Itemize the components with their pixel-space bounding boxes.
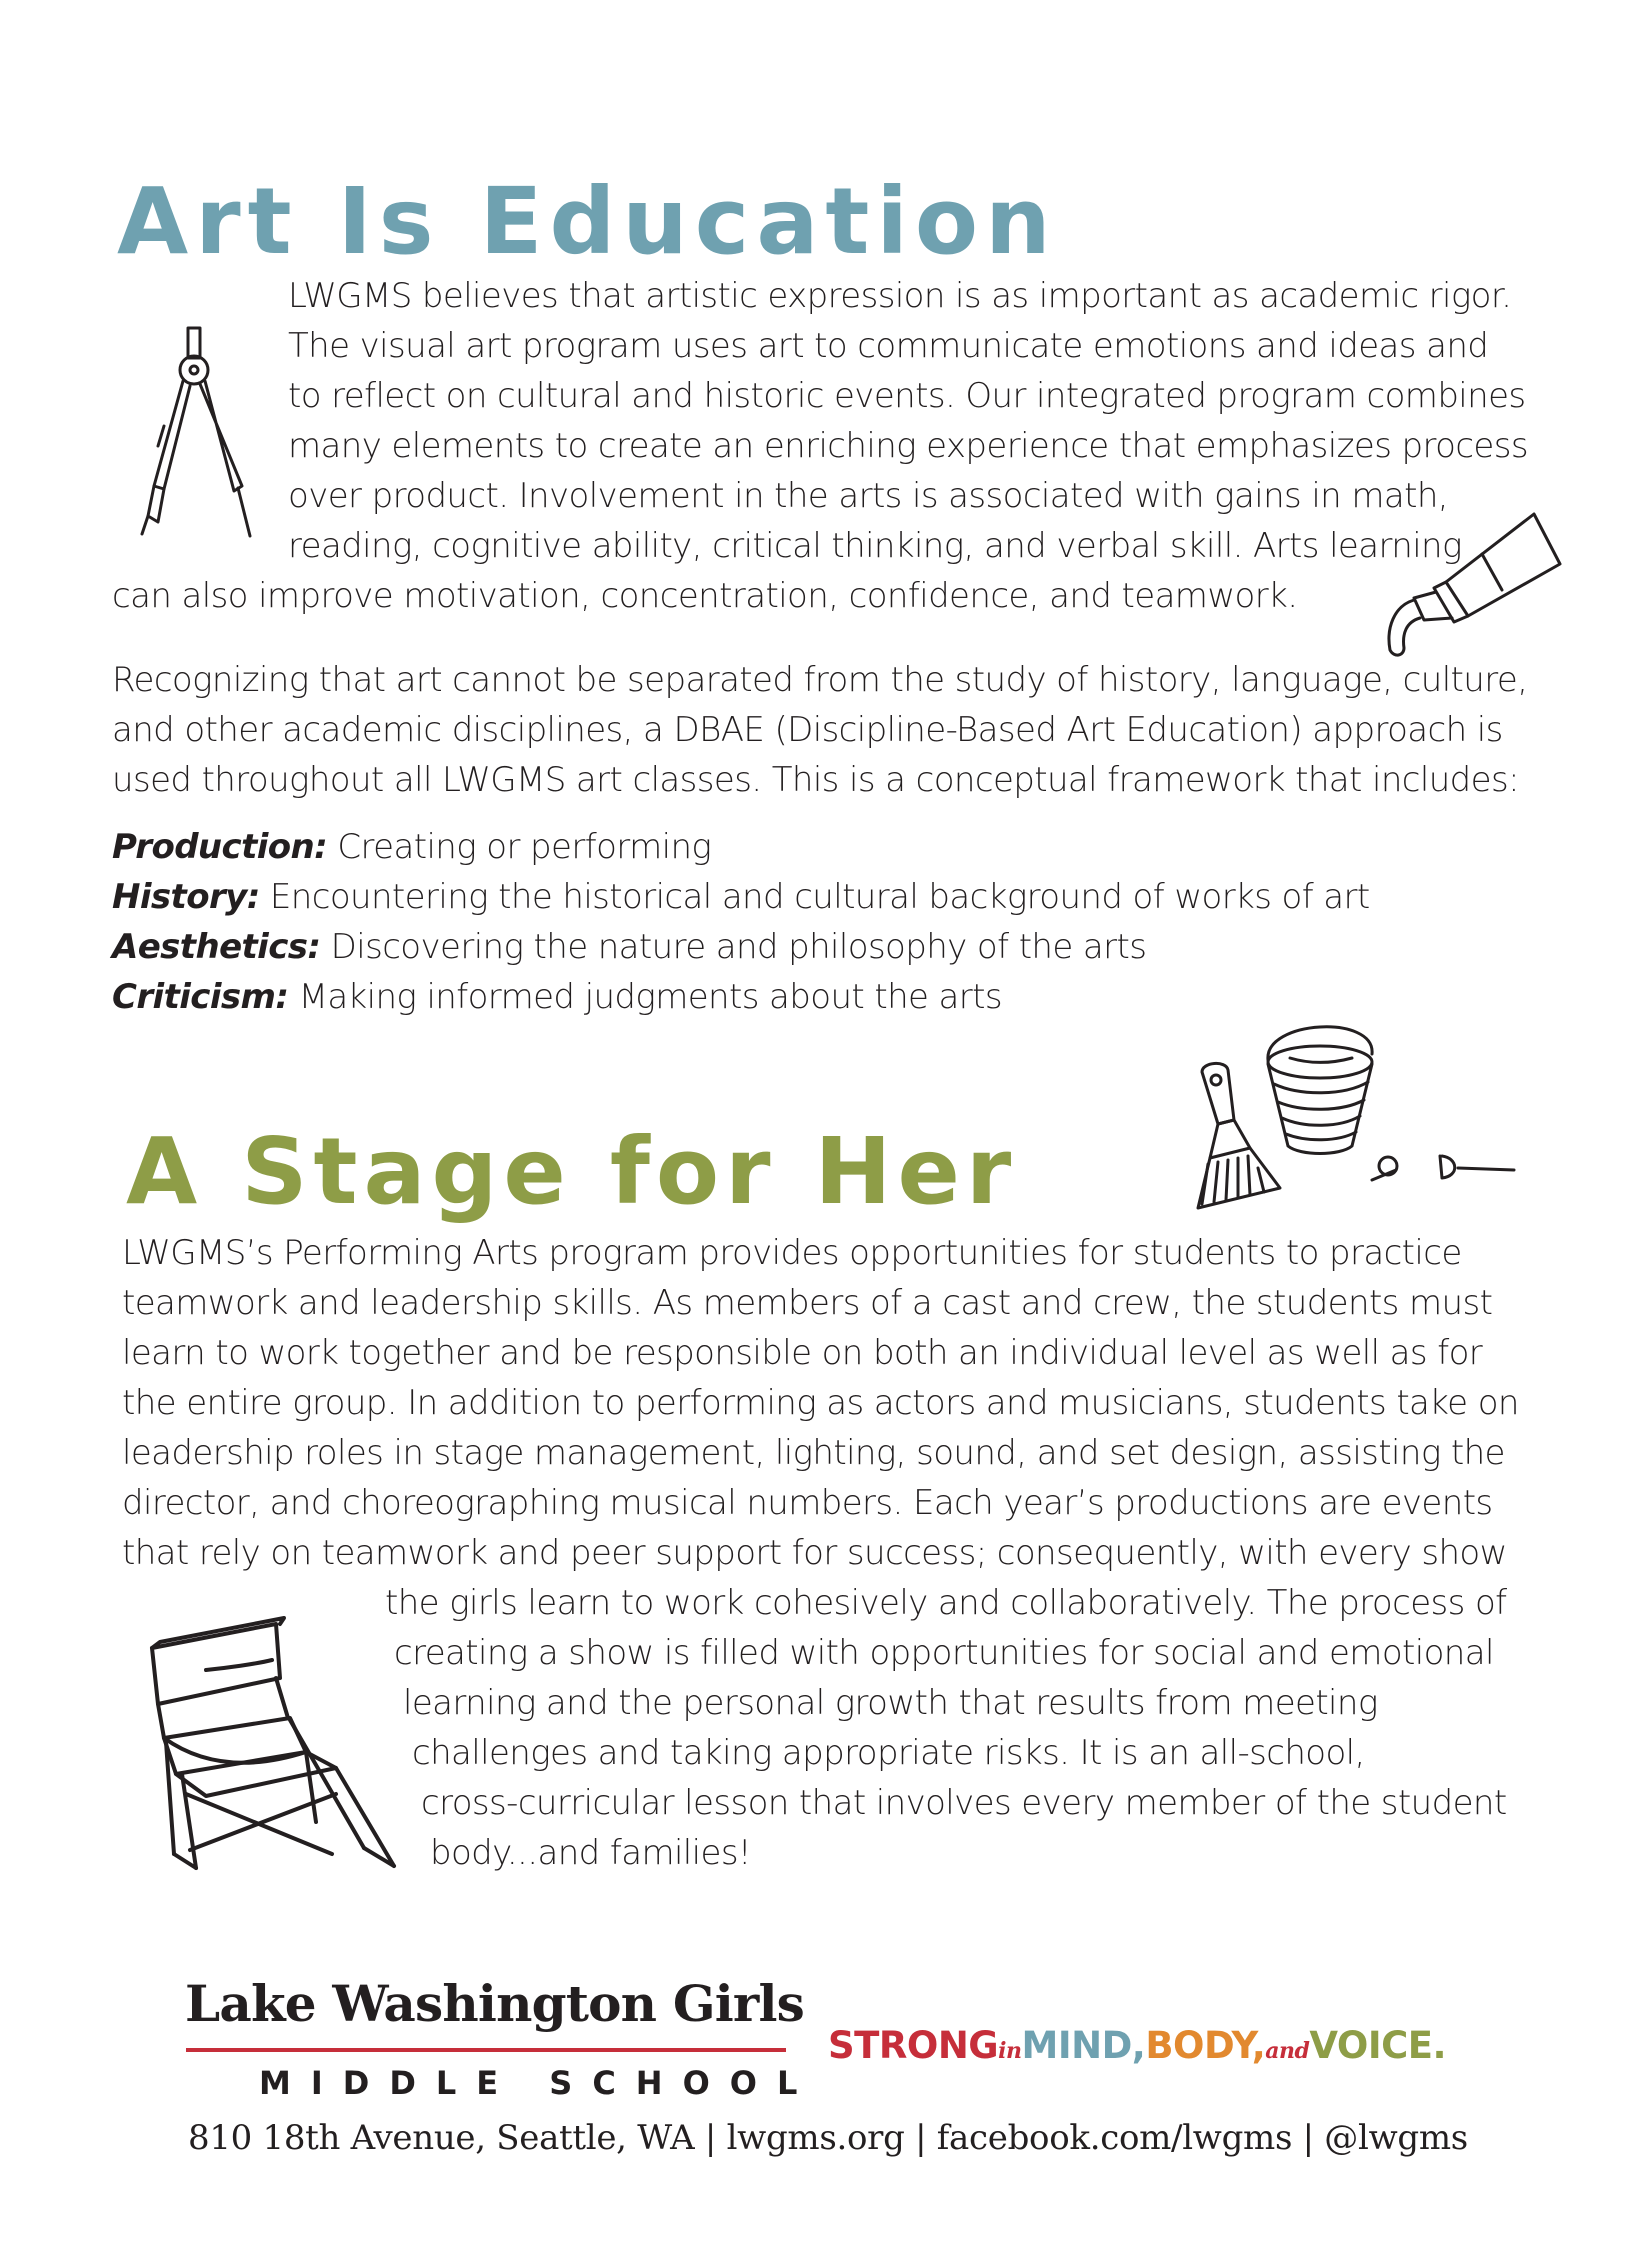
tagline-and: and [1265, 2038, 1310, 2064]
art-intro-line: The visual art program uses art to communicate emotions and ideas and [288, 326, 1489, 366]
directors-chair-icon [146, 1618, 416, 1874]
framework-term: Production: [112, 827, 328, 867]
framework-desc: Creating or performing [337, 827, 712, 867]
framework-desc: Encountering the historical and cultural background of works of art [269, 877, 1370, 917]
art-intro-line: LWGMS believes that artistic expression is as important as academic rigor. [288, 276, 1512, 316]
art-heading: Art Is Education [117, 168, 1058, 275]
stage-line: director, and choreographing musical numbers. Each year’s productions are events [122, 1483, 1493, 1523]
framework-item [112, 822, 711, 872]
framework-item [112, 972, 1002, 1022]
dbae-line: Recognizing that art cannot be separated from the study of history, language, culture, [112, 660, 1528, 700]
framework-term: Aesthetics: [112, 927, 321, 967]
tagline-voice: VOICE. [1309, 2024, 1447, 2067]
stage-line: learn to work together and be responsible on both an individual level as well as for [122, 1333, 1483, 1373]
bucket-icon [1260, 1010, 1380, 1160]
art-intro-line: can also improve motivation, concentration, confidence, and teamwork. [112, 576, 1298, 616]
framework-desc: Making informed judgments about the arts [298, 977, 1003, 1017]
art-intro-line: over product. Involvement in the arts is associated with gains in math, [288, 476, 1448, 516]
stage-line: the girls learn to work cohesively and collaboratively. The process of [385, 1583, 1507, 1623]
tagline-in: in [998, 2038, 1022, 2064]
stage-line: that rely on teamwork and peer support for success; consequently, with every show [122, 1533, 1507, 1573]
stage-line: leadership roles in stage management, lighting, sound, and set design, assisting the [122, 1433, 1505, 1473]
framework-item [112, 872, 1370, 922]
paint-tube-icon [1384, 510, 1564, 660]
dbae-line: used throughout all LWGMS art classes. This is a conceptual framework that includes: [112, 760, 1519, 800]
tagline-body: BODY, [1145, 2024, 1266, 2067]
tagline-mind: MIND, [1021, 2024, 1146, 2067]
framework-desc: Discovering the nature and philosophy of the arts [330, 927, 1147, 967]
dbae-line: and other academic disciplines, a DBAE (Discipline-Based Art Education) approach is [112, 710, 1503, 750]
stage-line: teamwork and leadership skills. As members of a cast and crew, the students must [122, 1283, 1493, 1323]
stage-line: cross-curricular lesson that involves every member of the student [421, 1783, 1507, 1823]
tagline-strong: STRONG [828, 2024, 999, 2067]
stage-line: LWGMS’s Performing Arts program provides opportunities for students to practice [122, 1233, 1462, 1273]
framework-item [112, 922, 1146, 972]
art-intro-line: to reflect on cultural and historic events. Our integrated program combines [288, 376, 1526, 416]
tagline [828, 2024, 1446, 2067]
school-logo-name: Lake Washington Girls [185, 1974, 805, 2033]
framework-term: History: [112, 877, 260, 917]
framework-term: Criticism: [112, 977, 289, 1017]
art-intro-line: many elements to create an enriching experience that emphasizes process [288, 426, 1528, 466]
stage-line: learning and the personal growth that results from meeting [403, 1683, 1378, 1723]
logo-rule-top [186, 2048, 786, 2052]
stage-line: creating a show is filled with opportunities for social and emotional [394, 1633, 1494, 1673]
stage-line: body...and families! [430, 1833, 751, 1873]
stage-line: the entire group. In addition to performing as actors and musicians, students take on [122, 1383, 1519, 1423]
compass-icon [138, 326, 258, 538]
footer-address: 810 18th Avenue, Seattle, WA | lwgms.org | facebook.com/lwgms | @lwgms [188, 2118, 1468, 2158]
tacks-icon [1368, 1148, 1518, 1184]
stage-line: challenges and taking appropriate risks. It is an all-school, [412, 1733, 1365, 1773]
stage-heading: A Stage for Her [126, 1118, 1018, 1225]
art-intro-line: reading, cognitive ability, critical thinking, and verbal skill. Arts learning [288, 526, 1462, 566]
school-logo-subtitle: MIDDLE SCHOOL [259, 2064, 818, 2102]
